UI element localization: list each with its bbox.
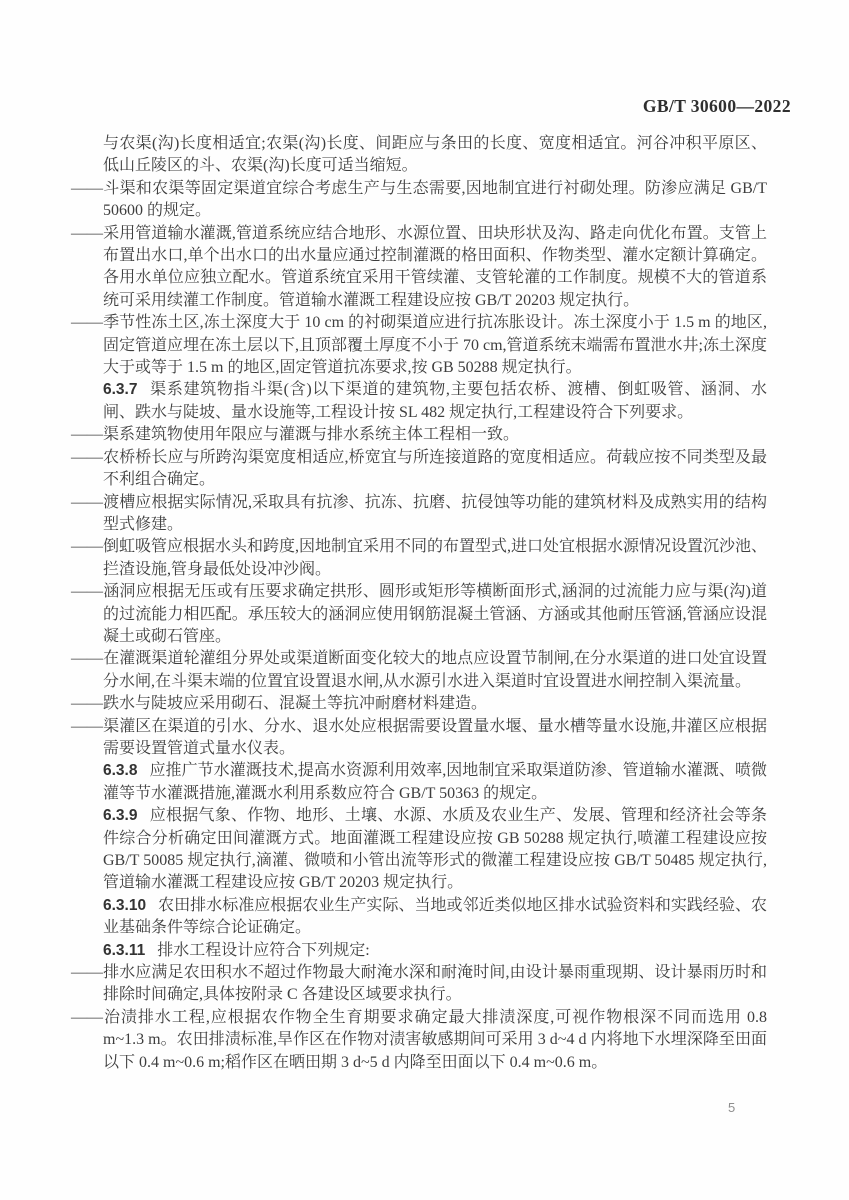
list-item-text: 排水应满足农田积水不超过作物最大耐淹水深和耐淹时间,由设计暴雨重现期、设计暴雨历时和排除时间确定,具体按附录 C 各建设区域要求执行。 xyxy=(103,964,767,1004)
section-number: 6.3.11 xyxy=(103,941,146,959)
section-number: 6.3.10 xyxy=(103,896,147,914)
dash-marker: —— xyxy=(71,964,103,982)
dash-marker: —— xyxy=(71,179,103,197)
standard-number-header: GB/T 30600—2022 xyxy=(642,96,791,116)
list-item xyxy=(71,962,767,1007)
list-item xyxy=(71,424,767,446)
dash-marker: —— xyxy=(71,695,103,713)
list-item xyxy=(71,581,767,648)
list-item xyxy=(71,447,767,492)
list-item xyxy=(71,536,768,581)
dash-marker: —— xyxy=(71,583,103,601)
paragraph-text: 与农渠(沟)长度相适宜;农渠(沟)长度、间距应与条田的长度、宽度相适宜。河谷冲积平原区、低山丘陵区的斗、农渠(沟)长度可适当缩短。 xyxy=(103,135,767,175)
list-item-text: 倒虹吸管应根据水头和跨度,因地制宜采用不同的布置型式,进口处宜根据水源情况设置沉沙池、拦渣设施,管身最低处设冲沙阀。 xyxy=(103,538,768,578)
section-paragraph-6-3-11 xyxy=(103,940,767,962)
document-body xyxy=(71,133,768,1074)
list-item-text: 在灌溉渠道轮灌组分界处或渠道断面变化较大的地点应设置节制闸,在分水渠道的进口处宜设置分水闸,在斗渠末端的位置宜设置退水闸,从水源引水进入渠道时宜设置进水闸控制入渠流量。 xyxy=(103,650,767,690)
section-paragraph-6-3-8 xyxy=(103,760,767,805)
list-item-text: 渠系建筑物使用年限应与灌溉与排水系统主体工程相一致。 xyxy=(103,426,520,444)
dash-marker: —— xyxy=(71,650,103,668)
dash-marker: —— xyxy=(71,224,103,242)
list-item xyxy=(71,1007,767,1074)
section-paragraph-6-3-9 xyxy=(103,805,767,895)
list-item xyxy=(71,716,767,761)
list-item-text: 季节性冻土区,冻土深度大于 10 cm 的衬砌渠道应进行抗冻胀设计。冻土深度小于 1.5 m 的地区,固定管道应埋在冻土层以下,且顶部覆土厚度不小于 70 cm,管道系统末端需布置泄水井;冻土深度大于或等于 1.5 m 的地区,固定管道抗冻要求,按 GB 50288 规定执行。 xyxy=(103,314,767,377)
list-item-text: 治渍排水工程,应根据农作物全生育期要求确定最大排渍深度,可视作物根深不同而选用 0.8 m~1.3 m。农田排渍标准,旱作区在作物对渍害敏感期间可采用 3 d~4 d 内将地下水埋深降至田面以下 0.4 m~0.6 m;稻作区在晒田期 3 d~5 d 内降至田面以下 0.4 m~0.6 m。 xyxy=(103,1008,767,1071)
list-item-text: 渡槽应根据实际情况,采取具有抗渗、抗冻、抗磨、抗侵蚀等功能的建筑材料及成熟实用的结构型式修建。 xyxy=(103,493,767,533)
list-item-text: 涵洞应根据无压或有压要求确定拱形、圆形或矩形等横断面形式,涵洞的过流能力应与渠(沟)道的过流能力相匹配。承压较大的涵洞应使用钢筋混凝土管涵、方涵或其他耐压管涵,管涵应设混凝土或砌石管座。 xyxy=(103,583,767,645)
list-item xyxy=(71,312,767,379)
list-item xyxy=(71,693,767,715)
dash-marker: —— xyxy=(71,448,103,466)
section-text: 应根据气象、作物、地形、土壤、水源、水质及农业生产、发展、管理和经济社会等条件综合分析确定田间灌溉方式。地面灌溉工程建设应按 GB 50288 规定执行,喷灌工程建设应按 GB/T 50085 规定执行,滴灌、微喷和小管出流等形式的微灌工程建设应按 GB/T 50485 规定执行,管道输水灌溉工程建设应按 GB/T 20203 规定执行。 xyxy=(103,807,767,892)
list-item-text: 农桥桥长应与所跨沟渠宽度相适应,桥宽宜与所连接道路的宽度相适应。荷载应按不同类型及最不利组合确定。 xyxy=(103,448,767,489)
list-item xyxy=(71,178,767,223)
section-text: 农田排水标准应根据农业生产实际、当地或邻近类似地区排水试验资料和实践经验、农业基础条件等综合论证确定。 xyxy=(103,896,767,937)
section-paragraph-6-3-10 xyxy=(103,895,767,940)
section-number: 6.3.9 xyxy=(103,807,138,825)
section-text: 渠系建筑物指斗渠(含)以下渠道的建筑物,主要包括农桥、渡槽、倒虹吸管、涵洞、水闸、跌水与陡坡、量水设施等,工程设计按 SL 482 规定执行,工程建设符合下列要求。 xyxy=(103,381,767,421)
list-item-text: 斗渠和农渠等固定渠道宜综合考虑生产与生态需要,因地制宜进行衬砌处理。防渗应满足 GB/T 50600 的规定。 xyxy=(103,179,767,220)
section-text: 应推广节水灌溉技术,提高水资源利用效率,因地制宜采取渠道防渗、管道输水灌溉、喷微灌等节水灌溉措施,灌溉水利用系数应符合 GB/T 50363 的规定。 xyxy=(103,762,767,802)
section-number: 6.3.8 xyxy=(103,762,138,780)
dash-marker: —— xyxy=(71,538,103,556)
list-item xyxy=(71,492,767,537)
dash-marker: —— xyxy=(71,1008,103,1026)
dash-marker: —— xyxy=(71,426,103,444)
section-text: 排水工程设计应符合下列规定: xyxy=(157,941,370,959)
dash-marker: —— xyxy=(71,493,103,511)
list-item xyxy=(71,648,767,693)
page-number: 5 xyxy=(728,1100,736,1115)
section-paragraph-6-3-7 xyxy=(103,379,767,424)
dash-marker: —— xyxy=(71,717,103,735)
list-item xyxy=(71,223,767,313)
list-item-text: 采用管道输水灌溉,管道系统应结合地形、水源位置、田块形状及沟、路走向优化布置。支管上布置出水口,单个出水口的出水量应通过控制灌溉的格田面积、作物类型、灌水定额计算确定。各用水单位应独立配水。管道系统宜采用干管续灌、支管轮灌的工作制度。规模不大的管道系统可采用续灌工作制度。管道输水灌溉工程建设应按 GB/T 20203 规定执行。 xyxy=(103,224,767,309)
list-item-text: 渠灌区在渠道的引水、分水、退水处应根据需要设置量水堰、量水槽等量水设施,井灌区应根据需要设置管道式量水仪表。 xyxy=(103,717,767,757)
dash-marker: —— xyxy=(71,314,103,332)
list-item-text: 跌水与陡坡应采用砌石、混凝土等抗冲耐磨材料建造。 xyxy=(103,695,488,713)
section-number: 6.3.7 xyxy=(103,381,138,399)
continuation-paragraph xyxy=(103,133,767,178)
